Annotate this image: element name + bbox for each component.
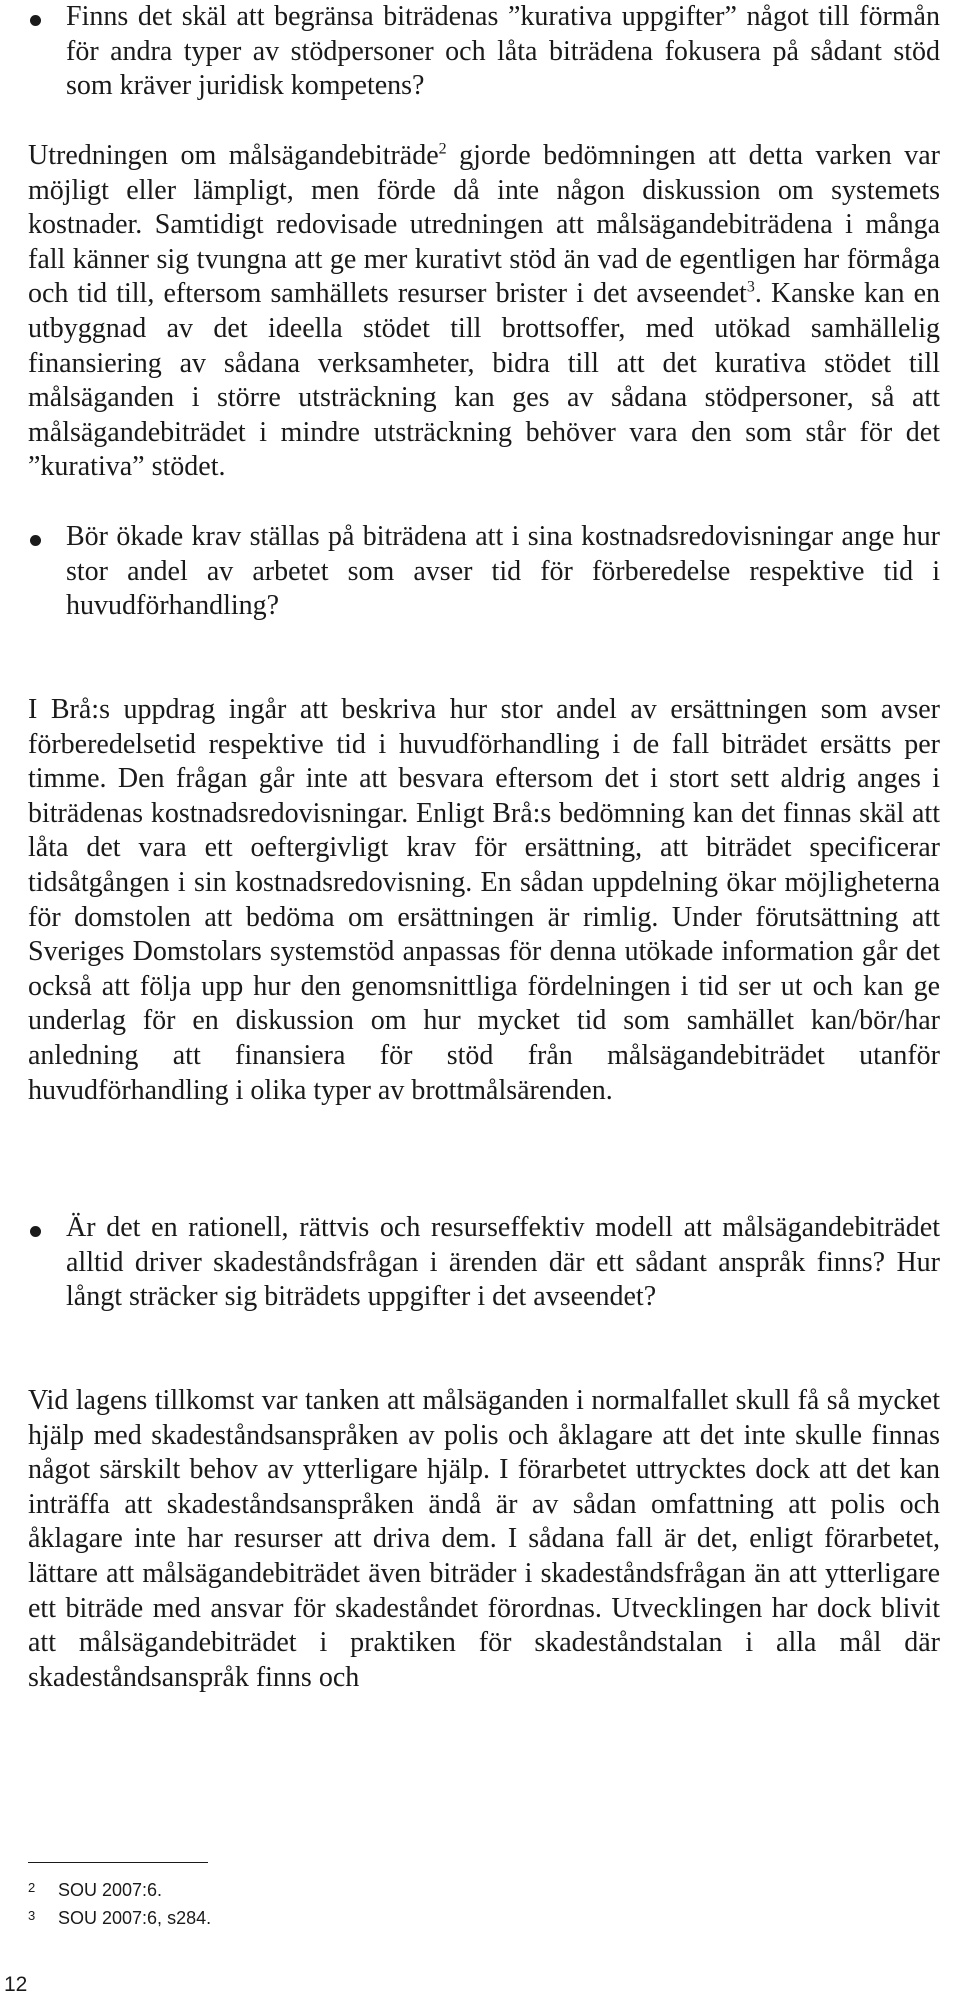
- bullet-question-text: Är det en rationell, rättvis och resurseffektiv modell att målsägandebiträdet alltid driver skadeståndsfrågan i ärenden där ett sådant anspråk finns? Hur långt sträcker sig biträdets uppgifter i det avseendet?: [66, 1212, 940, 1313]
- body-paragraph: Vid lagens tillkomst var tanken att målsäganden i normalfallet skull få så mycket hjälp med skadeståndsanspråken av polis och åklagare att det inte skulle finnas något särskilt behov av ytterligare hjälp. I förarbetet uttrycktes dock att det kan inträffa att skadeståndsanspråken ändå är av sådan omfattning att polis och åklagare inte har resurser att driva dem. I sådana fall är det, enligt förarbetet, lättare att målsägandebiträdet även biträder i skadeståndsfrågan än att ytterligare ett biträde med ansvar för skadeståndet förordnas. Utvecklingen har dock blivit att målsägandebiträdet i praktiken för skadeståndstalan i alla mål där skadeståndsanspråk finns och: [28, 1385, 940, 1693]
- footnote-text: SOU 2007:6, s284.: [58, 1908, 212, 1928]
- bullet-question-text: Bör ökade krav ställas på biträdena att i sina kostnadsredovisningar ange hur stor andel av arbetet som avser tid för förberedelse respektive tid i huvudförhandling?: [66, 521, 940, 622]
- page-number: 12: [4, 1973, 28, 1996]
- footnote: [28, 1904, 211, 1930]
- paragraph-text: gjorde bedömningen att detta varken var möjligt eller lämpligt, men förde då inte någon diskussion om systemets kostnader. Samtidigt redovisade utredningen att målsägandebiträdena i många fall känner sig tvungna att ge mer kurativt stöd än vad de egentligen har förmåga och tid till, eftersom samhällets resurser brister i det avseendet: [28, 140, 940, 310]
- body-paragraph: [28, 139, 940, 485]
- footnote-number: 2: [28, 1880, 36, 1895]
- bullet-dot: [30, 15, 41, 26]
- footnote-divider: [28, 1862, 208, 1863]
- footnote-text: SOU 2007:6.: [58, 1880, 163, 1900]
- footnote-reference[interactable]: 3: [746, 279, 755, 297]
- body-paragraph: I Brå:s uppdrag ingår att beskriva hur stor andel av ersättningen som avser förberedelsetid respektive tid i huvudförhandling i de fall biträdet ersätts per timme. Den frågan går inte att besvara eftersom det i stort sett aldrig anges i biträdenas kostnadsredovisningar. Enligt Brå:s bedömning kan det finnas skäl att låta det vara ett oeftergivligt krav för ersättning, att biträdet specificerar tidsåtgången i sin kostnadsredovisning. En sådan uppdelning ökar möjligheterna för domstolen att bedöma om ersättningen är rimlig. Under förutsättning att Sveriges Domstolars systemstöd anpassas för denna utökade information går det också att följa upp hur den genomsnittliga fördelningen i tid ser ut och kan ge underlag för en diskussion om hur mycket tid som samhället kan/bör/har anledning att finansiera för stöd från målsägandebiträdet utanför huvudförhandling i olika typer av brottmålsärenden.: [28, 694, 940, 1106]
- paragraph-text: . Kanske kan en utbyggnad av det ideella stödet till brottsoffer, med utökad samhällelig finansiering av sådana verksamheter, bidra till att det kurativa stödet till målsäganden i större utsträckning kan ges av sådana stödpersoner, så att målsägandebiträdet i mindre utsträckning behöver vara den som står för det ”kurativa” stödet.: [28, 278, 941, 483]
- paragraph-text: Utredningen om målsägandebiträde: [28, 140, 439, 171]
- footnote-reference[interactable]: 2: [438, 140, 447, 158]
- footnote: [28, 1876, 162, 1902]
- bullet-dot: [30, 535, 41, 546]
- bullet-question-text: Finns det skäl att begränsa biträdenas ”kurativa uppgifter” något till förmån för andra typer av stödpersoner och låta biträdena fokusera på sådant stöd som kräver juridisk kompetens?: [66, 1, 940, 102]
- footnote-number: 3: [28, 1908, 36, 1923]
- bullet-dot: [30, 1226, 41, 1237]
